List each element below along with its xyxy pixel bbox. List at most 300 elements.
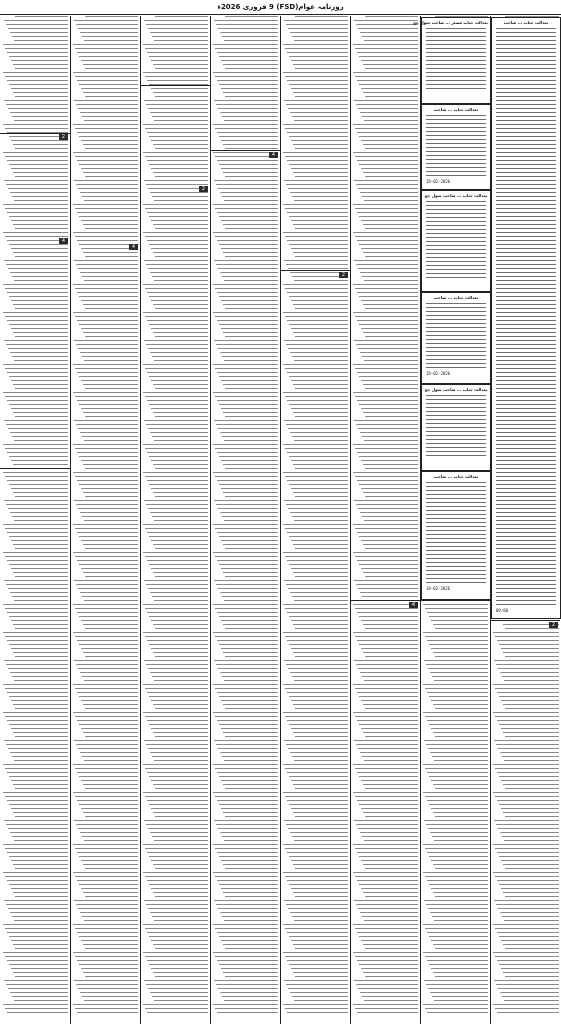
text-line xyxy=(225,788,278,789)
text-line xyxy=(14,120,68,121)
text-line xyxy=(287,212,348,213)
text-line xyxy=(361,60,418,61)
text-line xyxy=(493,792,559,793)
text-line xyxy=(496,420,556,421)
text-line xyxy=(288,988,348,989)
text-line xyxy=(496,552,556,553)
text-line xyxy=(14,360,68,361)
text-line xyxy=(496,72,556,73)
masthead xyxy=(0,0,561,15)
text-line xyxy=(155,868,208,869)
text-line xyxy=(224,120,278,121)
text-line xyxy=(287,880,348,881)
text-line xyxy=(74,900,138,901)
text-line xyxy=(215,128,278,129)
text-line xyxy=(286,424,348,425)
text-line xyxy=(503,892,559,893)
text-line xyxy=(214,660,278,661)
text-line xyxy=(6,584,68,585)
text-line xyxy=(353,72,418,73)
text-line xyxy=(426,171,486,172)
text-line xyxy=(353,712,418,713)
text-line xyxy=(143,764,208,765)
text-line xyxy=(356,24,418,25)
legal-notice xyxy=(421,471,491,600)
item-number-badge: 4 xyxy=(409,602,418,608)
text-line xyxy=(5,76,68,77)
text-line xyxy=(8,108,68,109)
text-line xyxy=(224,280,278,281)
text-line xyxy=(496,544,556,545)
text-line xyxy=(7,640,68,641)
text-line xyxy=(9,724,68,725)
text-line xyxy=(496,204,556,205)
text-line xyxy=(435,788,488,789)
text-line xyxy=(7,560,68,561)
text-line xyxy=(426,48,486,49)
text-line xyxy=(82,756,138,757)
text-line xyxy=(9,216,68,217)
text-line xyxy=(497,880,559,881)
text-line xyxy=(10,992,68,993)
text-line xyxy=(220,912,278,913)
text-line xyxy=(358,668,418,669)
text-line xyxy=(293,92,348,93)
text-line xyxy=(295,16,348,17)
text-line xyxy=(148,828,208,829)
text-line xyxy=(77,400,138,401)
text-line xyxy=(5,396,68,397)
text-line xyxy=(9,324,68,325)
text-line xyxy=(426,490,486,491)
text-line xyxy=(426,984,488,985)
text-line xyxy=(496,332,556,333)
text-line xyxy=(6,24,68,25)
text-line xyxy=(155,976,208,977)
text-line xyxy=(221,248,278,249)
text-line xyxy=(5,208,68,209)
text-line xyxy=(219,404,278,405)
text-line xyxy=(362,436,418,437)
text-line xyxy=(505,948,559,949)
text-line xyxy=(213,284,278,285)
text-line xyxy=(287,132,348,133)
text-line xyxy=(295,576,348,577)
text-line xyxy=(287,320,348,321)
text-line xyxy=(431,728,488,729)
text-line xyxy=(496,300,556,301)
text-line xyxy=(292,116,348,117)
text-line xyxy=(73,444,138,445)
text-line xyxy=(85,736,138,737)
text-line xyxy=(7,532,68,533)
text-line xyxy=(363,784,418,785)
text-line xyxy=(9,776,68,777)
text-line xyxy=(496,104,556,105)
text-line xyxy=(493,632,559,633)
text-line xyxy=(225,976,278,977)
text-line xyxy=(8,28,68,29)
text-line xyxy=(7,400,68,401)
text-line xyxy=(155,548,208,549)
text-line xyxy=(11,808,68,809)
text-line xyxy=(223,704,278,705)
text-line xyxy=(222,836,278,837)
text-line xyxy=(15,656,68,657)
text-line xyxy=(7,612,68,613)
text-line xyxy=(293,144,348,145)
text-line xyxy=(496,312,556,313)
notice-heading: بعدالت جناب ... صاحب xyxy=(433,295,479,300)
text-line xyxy=(13,224,68,225)
text-line xyxy=(143,552,208,553)
text-line xyxy=(496,452,556,453)
text-line xyxy=(426,205,486,206)
text-line xyxy=(11,300,68,301)
text-line xyxy=(429,776,488,777)
text-line xyxy=(496,176,556,177)
text-line xyxy=(284,500,348,501)
text-line xyxy=(215,236,278,237)
text-line xyxy=(285,1008,348,1009)
text-line xyxy=(84,760,138,761)
text-line xyxy=(11,540,68,541)
text-line xyxy=(75,76,138,77)
text-line xyxy=(505,736,559,737)
item-number-badge: 4 xyxy=(129,244,138,250)
text-line xyxy=(426,143,486,144)
text-line xyxy=(144,340,208,341)
text-line xyxy=(76,264,138,265)
text-line xyxy=(359,616,418,617)
text-line xyxy=(355,928,418,929)
text-line xyxy=(293,732,348,733)
text-line xyxy=(84,600,138,601)
text-line xyxy=(496,540,556,541)
text-line xyxy=(361,648,418,649)
text-line xyxy=(363,252,418,253)
text-line xyxy=(8,988,68,989)
text-line xyxy=(150,112,208,113)
text-line xyxy=(496,664,559,665)
text-line xyxy=(223,64,278,65)
text-line xyxy=(223,304,278,305)
text-line xyxy=(217,640,278,641)
text-line xyxy=(497,720,559,721)
text-line xyxy=(83,92,138,93)
text-line xyxy=(496,144,556,145)
text-line xyxy=(426,56,486,57)
text-line xyxy=(144,20,208,21)
text-line xyxy=(13,384,68,385)
text-line xyxy=(362,756,418,757)
text-line xyxy=(146,904,208,905)
text-line xyxy=(354,340,418,341)
text-line xyxy=(496,548,556,549)
text-line xyxy=(153,544,208,545)
text-line xyxy=(353,552,418,553)
text-line xyxy=(505,788,559,789)
text-line xyxy=(76,424,138,425)
text-line xyxy=(426,52,486,53)
text-line xyxy=(359,84,418,85)
text-line xyxy=(73,472,138,473)
text-line xyxy=(362,596,418,597)
text-line xyxy=(431,888,488,889)
text-line xyxy=(361,488,418,489)
text-line xyxy=(83,144,138,145)
text-line xyxy=(287,160,348,161)
text-line xyxy=(355,396,418,397)
text-line xyxy=(154,40,208,41)
text-line xyxy=(357,692,418,693)
text-line xyxy=(295,896,348,897)
text-line xyxy=(493,1004,559,1005)
text-line xyxy=(219,964,278,965)
text-line xyxy=(363,412,418,413)
text-line xyxy=(362,116,418,117)
text-line xyxy=(223,92,278,93)
text-line xyxy=(215,928,278,929)
text-line xyxy=(85,308,138,309)
text-line xyxy=(364,360,418,361)
text-line xyxy=(214,580,278,581)
text-line xyxy=(77,132,138,133)
text-line xyxy=(289,216,348,217)
text-line xyxy=(83,892,138,893)
text-line xyxy=(150,992,208,993)
text-line xyxy=(290,752,348,753)
text-line xyxy=(82,516,138,517)
text-line xyxy=(215,288,278,289)
notice-date: 19-02-2026 xyxy=(426,586,451,591)
text-line xyxy=(494,740,559,741)
text-line xyxy=(143,312,208,313)
text-line xyxy=(355,368,418,369)
text-line xyxy=(427,640,488,641)
text-line xyxy=(149,136,208,137)
text-line xyxy=(143,124,208,125)
text-line xyxy=(426,574,486,575)
text-line xyxy=(147,160,208,161)
text-line xyxy=(4,980,68,981)
text-line xyxy=(149,884,208,885)
text-line xyxy=(503,944,559,945)
text-line xyxy=(496,604,556,605)
text-line xyxy=(283,844,348,845)
text-line xyxy=(285,636,348,637)
text-line xyxy=(8,828,68,829)
text-line xyxy=(426,265,486,266)
text-line xyxy=(428,908,488,909)
text-line xyxy=(496,524,556,525)
text-line xyxy=(430,992,488,993)
text-line xyxy=(429,936,488,937)
text-line xyxy=(496,372,556,373)
text-line xyxy=(75,1008,138,1009)
text-line xyxy=(9,804,68,805)
text-line xyxy=(362,356,418,357)
text-line xyxy=(213,552,278,553)
text-line xyxy=(80,832,138,833)
text-line xyxy=(363,144,418,145)
section-divider xyxy=(420,600,490,601)
text-line xyxy=(358,268,418,269)
text-line xyxy=(424,900,488,901)
text-line xyxy=(217,852,278,853)
text-line xyxy=(5,876,68,877)
text-line xyxy=(426,84,486,85)
text-line xyxy=(426,550,486,551)
text-line xyxy=(15,256,68,257)
text-line xyxy=(503,652,559,653)
text-line xyxy=(84,840,138,841)
text-line xyxy=(294,600,348,601)
text-line xyxy=(496,236,556,237)
text-line xyxy=(84,360,138,361)
text-line xyxy=(495,956,559,957)
text-line xyxy=(284,260,348,261)
text-line xyxy=(496,268,556,269)
text-line xyxy=(77,80,138,81)
text-line xyxy=(152,676,208,677)
text-line xyxy=(496,128,556,129)
text-line xyxy=(426,229,486,230)
text-line xyxy=(426,163,486,164)
text-line xyxy=(365,496,418,497)
text-line xyxy=(9,484,68,485)
text-line xyxy=(503,704,559,705)
text-line xyxy=(4,100,68,101)
text-line xyxy=(283,44,348,45)
notice-body xyxy=(422,115,490,176)
text-line xyxy=(14,200,68,201)
text-line xyxy=(145,368,208,369)
text-line xyxy=(7,160,68,161)
text-line xyxy=(498,748,559,749)
text-line xyxy=(426,570,486,571)
text-line xyxy=(213,444,278,445)
text-line xyxy=(77,452,138,453)
text-line xyxy=(219,616,278,617)
text-line xyxy=(285,876,348,877)
text-line xyxy=(289,564,348,565)
text-line xyxy=(6,344,68,345)
text-line xyxy=(496,388,556,389)
text-line xyxy=(363,972,418,973)
text-line xyxy=(496,164,556,165)
text-line xyxy=(221,488,278,489)
text-line xyxy=(433,732,488,733)
text-line xyxy=(151,940,208,941)
text-line xyxy=(152,836,208,837)
text-line xyxy=(426,311,486,312)
text-line xyxy=(353,444,418,445)
item-number-badge: 2 xyxy=(59,134,68,140)
text-line xyxy=(144,900,208,901)
text-line xyxy=(219,56,278,57)
text-line xyxy=(357,480,418,481)
text-line xyxy=(426,554,486,555)
text-line xyxy=(495,848,559,849)
text-line xyxy=(6,104,68,105)
text-line xyxy=(424,980,488,981)
text-line xyxy=(147,292,208,293)
text-line xyxy=(360,272,418,273)
text-line xyxy=(494,980,559,981)
text-line xyxy=(144,740,208,741)
text-line xyxy=(355,208,418,209)
text-line xyxy=(504,760,559,761)
text-line xyxy=(505,656,559,657)
text-line xyxy=(76,184,138,185)
text-line xyxy=(223,652,278,653)
text-line xyxy=(496,404,556,405)
text-line xyxy=(503,784,559,785)
text-line xyxy=(14,840,68,841)
text-line xyxy=(283,712,348,713)
text-line xyxy=(4,820,68,821)
text-line xyxy=(73,632,138,633)
text-line xyxy=(357,932,418,933)
text-line xyxy=(283,444,348,445)
text-line xyxy=(13,412,68,413)
text-column-4 xyxy=(212,16,278,1022)
text-line xyxy=(291,620,348,621)
text-line xyxy=(7,292,68,293)
text-line xyxy=(355,76,418,77)
notice-heading: بعدالت جناب ... صاحب xyxy=(503,20,549,25)
text-line xyxy=(219,244,278,245)
text-line xyxy=(356,664,418,665)
text-line xyxy=(217,692,278,693)
text-line xyxy=(146,744,208,745)
text-line xyxy=(501,728,559,729)
text-line xyxy=(145,156,208,157)
text-line xyxy=(145,796,208,797)
text-line xyxy=(216,424,278,425)
text-line xyxy=(153,784,208,785)
text-line xyxy=(221,328,278,329)
text-line xyxy=(493,924,559,925)
text-line xyxy=(3,684,68,685)
text-line xyxy=(150,512,208,513)
text-line xyxy=(215,48,278,49)
text-line xyxy=(294,200,348,201)
text-line xyxy=(426,249,486,250)
text-line xyxy=(496,152,556,153)
text-line xyxy=(219,536,278,537)
legal-notice xyxy=(421,384,491,471)
text-line xyxy=(85,16,138,17)
text-line xyxy=(11,488,68,489)
text-line xyxy=(496,216,556,217)
text-line xyxy=(502,916,559,917)
text-line xyxy=(83,812,138,813)
text-line xyxy=(358,508,418,509)
notice-heading: بعدالت جناب ... صاحب سول جج xyxy=(424,193,488,198)
text-line xyxy=(77,640,138,641)
text-line xyxy=(75,688,138,689)
text-line xyxy=(144,820,208,821)
text-line xyxy=(5,476,68,477)
text-line xyxy=(496,84,556,85)
text-line xyxy=(285,528,348,529)
text-line xyxy=(8,428,68,429)
text-line xyxy=(216,104,278,105)
text-line xyxy=(431,620,488,621)
text-line xyxy=(13,304,68,305)
